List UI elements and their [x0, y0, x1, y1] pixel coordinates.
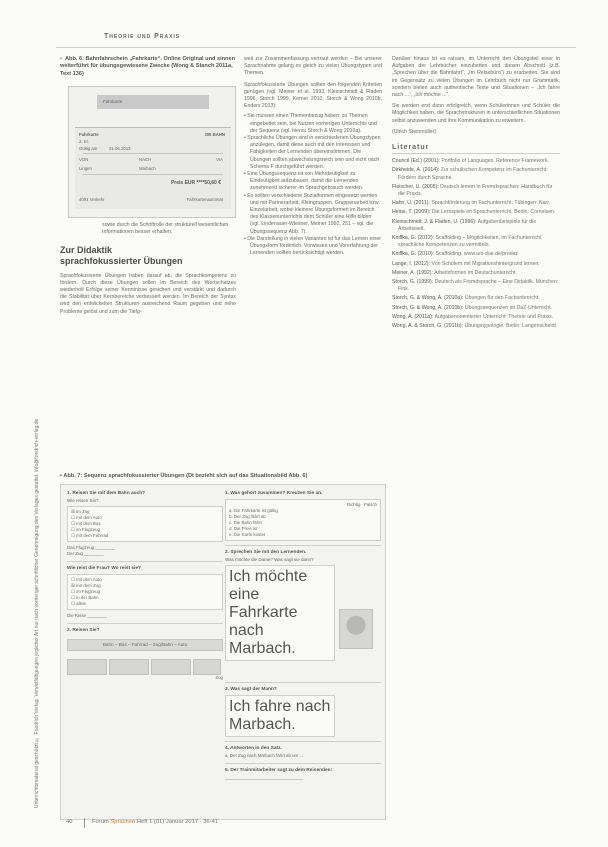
fill-blank: ________________________________	[225, 775, 304, 780]
reference-text: Arbeitsformen im Deutschunterricht.	[434, 269, 517, 276]
worksheet-right	[225, 491, 381, 815]
exercise-title: 2. Reisen Sie?	[67, 628, 100, 633]
section-heading-line-2: sprachfokussierter Übungen	[60, 255, 183, 266]
reference-item	[392, 270, 560, 277]
option: ☐ allein	[71, 601, 87, 606]
reference-text: Übungstypologie. Berlin: Langenscheidt.	[464, 323, 558, 330]
list-item: ▪ Sie müssen einen Themenbezug haben: zu Themen eingebettet sein, bei Nutzen vorherigen Unterrichts und der Sequenz (vgl. hierzu Storch & Wong 2010a).	[244, 113, 377, 134]
section-heading-line-1: Zur Didaktik	[60, 244, 113, 255]
column-header: Richtig	[346, 502, 361, 507]
body-paragraph: Sie werden erst dann erfolgreich, wenn Schülerinnen und Schüler die Möglichkeit haben, die Sprachstrukturen in unterschiedlichen Situationen selbst anzuwenden und ihre Kommunikation zu erweitern.	[392, 103, 560, 124]
reference-text: Deutsch als Fremdsprache – Eine Didaktik. München: Fink.	[398, 279, 559, 293]
reference-item	[392, 251, 560, 258]
option: ☐ mit dem Auto	[71, 515, 102, 520]
figure-1-caption	[60, 56, 236, 78]
page-number: 40	[66, 819, 73, 825]
body-paragraph: Darüber hinaus ist es ratsam, im Unterricht den Übungsteil einer in Aufgaben der Lehrbücher einzubetten und diesen Abschnitt (z.B. „Sprechen über die Bahnfahrt“, „Im Reisebüro“) zu erarbeiten. Sie sind im Gegensatz zu vielen Übungen im Lehrbuch nicht nur Grammatik, sondern bieten auch authentische Texte und Situationen – „Ich fahre nach ...“, „Ich möchte ...“.	[392, 56, 560, 99]
reference-text: Aufgabenorientierter Unterricht: Theorie und Praxis.	[434, 313, 554, 320]
reference-text: Deutsch lernen in Fremdsprachen: Handbuch für die Praxis.	[398, 183, 553, 198]
ticket-body	[75, 127, 231, 209]
body-paragraph: Sprachfokussierte Übungen haben darauf ab, die Sprachkompetenz zu fördern. Durch diese Übungen sollen im Bereich des Wortschatzes wiederholt Erfolge seiner Kenntnisse gesichert und verstärkt und dadurch die Stabilität über Kernbereiche verbessert werden. Im Bereich der Syntax wird den entwickelten Strukturen ausreichend Raum gegeben und reihe Probleme gelöst und zum die Tiefg-	[60, 272, 236, 315]
reference-item	[392, 200, 560, 207]
reference-author: Dirkheide, A. (2014):	[392, 167, 440, 174]
ticket-valid-label: Gültig am	[79, 146, 98, 152]
woman-portrait-photo	[339, 609, 373, 649]
exercise-title: 5. Der Trainmitarbeiter sagt zu dem Reisenden:	[225, 768, 333, 773]
option: ☐ im Flugzeug	[71, 589, 101, 594]
reference-author: Storch, G. (1999):	[392, 279, 434, 286]
figure-2-caption: ▪ Abb. 7: Sequenz sprachfokussierter Übungen (Dt bezieht sich auf das Situationsbild Abb. 6)	[60, 473, 308, 479]
divider	[225, 763, 381, 764]
list-item: ▪ Sprachliche Übungen sind in verschiedenen Übungstypen anzulegen, damit diese auch mit den Interessen und Fähigkeiten der Lernenden übereinstimmen. Die Übungen sollten abwechslungsreich sein und nicht nach Schema F durchgeführt werden.	[244, 135, 381, 170]
page-footer	[60, 818, 580, 830]
reference-text: Die Lernspiele im Sprachunterricht. Berlin: Cornelsen.	[431, 209, 556, 216]
exercise-title: 1. Was gehört zusammen? Kreuzen Sie an.	[225, 491, 323, 496]
reference-author: Lange, I. (2012):	[392, 260, 431, 267]
ticket-top-strip	[97, 95, 209, 109]
reference-text: Scaffolding – Möglichkeiten, im Fachunterricht sprachliche Kompetenzen zu vermitteln.	[398, 235, 542, 249]
reference-author: Council (Ed.) (2001):	[392, 158, 440, 165]
body-paragraph: weit zur Zusammenfassung vertraut werden – Bei unserer Sprachnahme gelang es gleich zu vielen Übungstypen und Themen.	[244, 56, 382, 77]
reference-text: Sprachförderung im Fachunterricht. Tübingen: Narr.	[431, 200, 551, 207]
column-2	[244, 56, 382, 257]
reference-text: Aufgabenbeispiele für die Arbeitswelt.	[398, 218, 537, 232]
reference-author: Hahn, U. (2011):	[392, 200, 430, 207]
divider	[67, 623, 223, 624]
fill-blank: Der Zug ________	[67, 551, 104, 556]
divider	[67, 561, 223, 562]
ticket-valid-date: 01.06.2013	[109, 146, 131, 152]
ticket-to-label: NACH	[139, 157, 152, 163]
reference-text: Übungen für den Fachunterricht.	[464, 295, 540, 302]
reference-item	[392, 167, 560, 181]
exercise-subtitle: Wie reisen Sie?	[67, 498, 99, 503]
reference-item	[392, 158, 560, 165]
reference-item	[392, 235, 560, 249]
column-header: Falsch	[364, 502, 377, 507]
reference-author: Heine, T. (2009):	[392, 209, 431, 216]
exercise-subtitle: Was möchte die Dame? Was sagt sie dann?	[225, 557, 314, 562]
train-car	[109, 659, 149, 675]
body-paragraph: Sprachfokussierte Übungen sollten den folgenden Kriterien genügen (vgl. Meiner et al. 1993, Kleinschmidt & Fladen 1996, Storch 1999, Kerner 2010, Storch & Wong 2010b, Enders 2013):	[244, 81, 382, 110]
ticket-name: Fahrkarte	[79, 132, 99, 138]
reference-text: Portfolio of Languages. Reference Framework.	[441, 158, 549, 165]
journal-issue: Heft 1 (01) Januar 2017 · 36-41	[136, 819, 219, 825]
literature-heading: Literatur	[392, 144, 560, 154]
ticket-rule	[83, 174, 223, 175]
train-car	[151, 659, 191, 675]
answer-options	[67, 506, 223, 542]
reference-item	[392, 219, 560, 233]
table-row: c. Die Bahn fährt	[229, 520, 262, 525]
worksheet-left	[67, 491, 223, 815]
reference-item	[392, 279, 560, 293]
ticket-from-label: VON	[79, 157, 89, 163]
reference-text: Scaffolding. www.uni-due.de/prodaz	[435, 251, 519, 258]
ticket-footer-left: 4001 Verkehr	[79, 197, 105, 203]
answer-options	[67, 574, 223, 610]
exercise-title: 4. Antworten in den Satz.	[225, 746, 282, 751]
fill-blank: Das Flugzeug ________	[67, 545, 115, 550]
exercise-title: 1. Reisen Sie mit dem Bahn auch?	[67, 491, 146, 496]
journal-accent: Sprachen	[110, 819, 136, 825]
ticket-rule	[83, 153, 223, 154]
list-item: ▪ Die Darstellung in vielen Varianten ist für das Lernen einer Übungsform förderlich. Vorwissen und Vorerfahrung der Lernenden sollten berücksichtigt werden.	[244, 235, 381, 257]
reference-item	[392, 305, 560, 312]
journal-info	[92, 819, 218, 825]
reference-text: Übungssequenzen im DaZ-Unterricht.	[464, 304, 552, 311]
criteria-list	[244, 113, 382, 257]
reference-item	[392, 261, 560, 268]
option: ☐ mit dem Bus	[71, 521, 101, 526]
option: ☐ mit dem Auto	[71, 577, 102, 582]
ticket-station-from: Lingen	[79, 166, 92, 172]
exercise-title: 3. Was sagt der Mann?	[225, 687, 277, 692]
option: ☐ mit dem Fahrrad	[71, 533, 109, 538]
list-item: ▪ Es sollten verschiedene Sozialformen eingesetzt werden und mit Partnerarbeit, Kleingruppen, Gruppenarbeit bzw. Einzelarbeit, wobei kleinere Übungsformen im Bereich des Klassenunterrichts dem Schüler eine Hilfe bilden (vgl. Lindenauer-Wiesner, Meiner 1992, 251 – vgl. die Übungssequenz Abb. 7).	[244, 192, 380, 235]
reference-author: Storch, G. & Wong, A. (2010b):	[392, 304, 464, 311]
copyright-notice: Unterrichtsmaterial geschützt © Friedrich Verlag. Vervielfältigungen jeglicher Art nur nach vorheriger schriftlicher Genehmigung des Verlages gestattet. info@friedrich-verlag.de	[34, 418, 40, 808]
footer-divider	[84, 818, 85, 828]
speech-box: Ich möchte eine Fahrkarte nach Marbach.	[225, 565, 335, 661]
figure-1-caption-text: Abb. 6: Bahnfahrschein „Fahrkarte“. Online Original und sinnen weiterführt für übungsgewiesene Zwecke (Wong & Stanch 2011a, Text 136)	[60, 56, 235, 77]
word-bank: Bahn – Bus – Fahrrad – Zug/Bahn – Auto	[67, 639, 223, 651]
option: ☐ im Flugzeug	[71, 527, 101, 532]
table-row: d. Die Preis ist	[229, 526, 258, 531]
train-illustration	[67, 659, 223, 675]
exercise-title: Wie reist die Frau? Wo reist sie?	[67, 566, 141, 571]
reference-item	[392, 323, 560, 330]
exercise-title: 2. Sprechen Sie mit den Lernenden.	[225, 550, 307, 555]
table-row: a. Die Fahrkarte ist gültig	[229, 508, 278, 513]
ticket-station-to: Marbach	[139, 166, 156, 172]
reference-author: Kleinschmidt, J. & Fladen, U. (1996):	[392, 218, 477, 225]
divider	[225, 741, 381, 742]
train-engine	[193, 659, 221, 675]
option: ☒ mit dem Zug	[71, 583, 101, 588]
caption-marker: ▪	[60, 56, 62, 62]
reference-item	[392, 295, 560, 302]
column-3	[392, 56, 560, 332]
train-ticket-image	[68, 86, 236, 218]
fill-blank: a. Der Zug nach Marbach fährt ab um ...	[225, 753, 304, 758]
section-heading	[60, 245, 236, 267]
reference-item	[392, 314, 560, 321]
reference-text: Zur schulischen Kompetenz im Fachunterricht: Fördern durch Sprache.	[398, 167, 548, 181]
reference-text: Von Schülern mit Migrationshintergrund lernen.	[431, 260, 540, 267]
journal-prefix: Forum	[92, 819, 109, 825]
table-row: b. Der Zug fährt ab	[229, 514, 266, 519]
ticket-price: Preis EUR ****50,60 €	[170, 180, 221, 187]
train-caption: Zug	[215, 675, 223, 680]
reference-item	[392, 209, 560, 216]
speech-box: Ich fahre nach Marbach.	[225, 695, 335, 737]
author-signature: (Ulrich Steinmüller)	[392, 128, 437, 135]
running-header	[56, 30, 576, 48]
reference-author: Fleischer, U. (2005):	[392, 183, 439, 190]
option: ☐ in der Bahn	[71, 595, 99, 600]
reference-author: Kniffka, G. (2010):	[392, 251, 435, 258]
divider	[225, 545, 381, 546]
ticket-via-label: VIA	[216, 157, 223, 163]
ticket-logo: DB BAHN	[205, 132, 225, 138]
worksheet-figure	[60, 484, 386, 820]
reference-list	[392, 158, 560, 330]
column-1	[60, 56, 236, 316]
true-false-table	[225, 499, 381, 541]
table-row: e. Die Karte kostet	[229, 532, 266, 537]
reference-item	[392, 184, 560, 198]
ticket-footer-right: Fahrkartenautomat	[186, 197, 223, 203]
section-label: Theorie und Praxis	[104, 33, 181, 40]
option: ☒ im Zug	[71, 509, 90, 514]
ticket-class: 2. Kl.	[79, 139, 89, 145]
reference-author: Storch, G. & Wong, A. (2010a):	[392, 295, 464, 302]
ticket-strip-label: Fahrkarte	[103, 99, 123, 105]
divider	[225, 682, 381, 683]
figure-1-after-text: sowie durch die Schriftrolle der strukturell wesentlichen Informationen besser erhalten.	[102, 222, 229, 236]
fill-blank: Die Reise ________	[67, 613, 107, 618]
reference-author: Kniffka, G. (2012):	[392, 235, 435, 242]
reference-author: Wong, A. & Storch, G. (2011b):	[392, 323, 464, 330]
reference-author: Wong, A. (2011a):	[392, 313, 434, 320]
train-car	[67, 659, 107, 675]
list-item: ▪ Eine Übungssequenz ist von Mehrdeutigkeit zu Eindeutigkeit aufzubauen, damit die Lernenden zunehmend sicherer im Sprachgebrauch werden.	[244, 171, 364, 192]
reference-author: Meiner, A. (1992):	[392, 269, 433, 276]
